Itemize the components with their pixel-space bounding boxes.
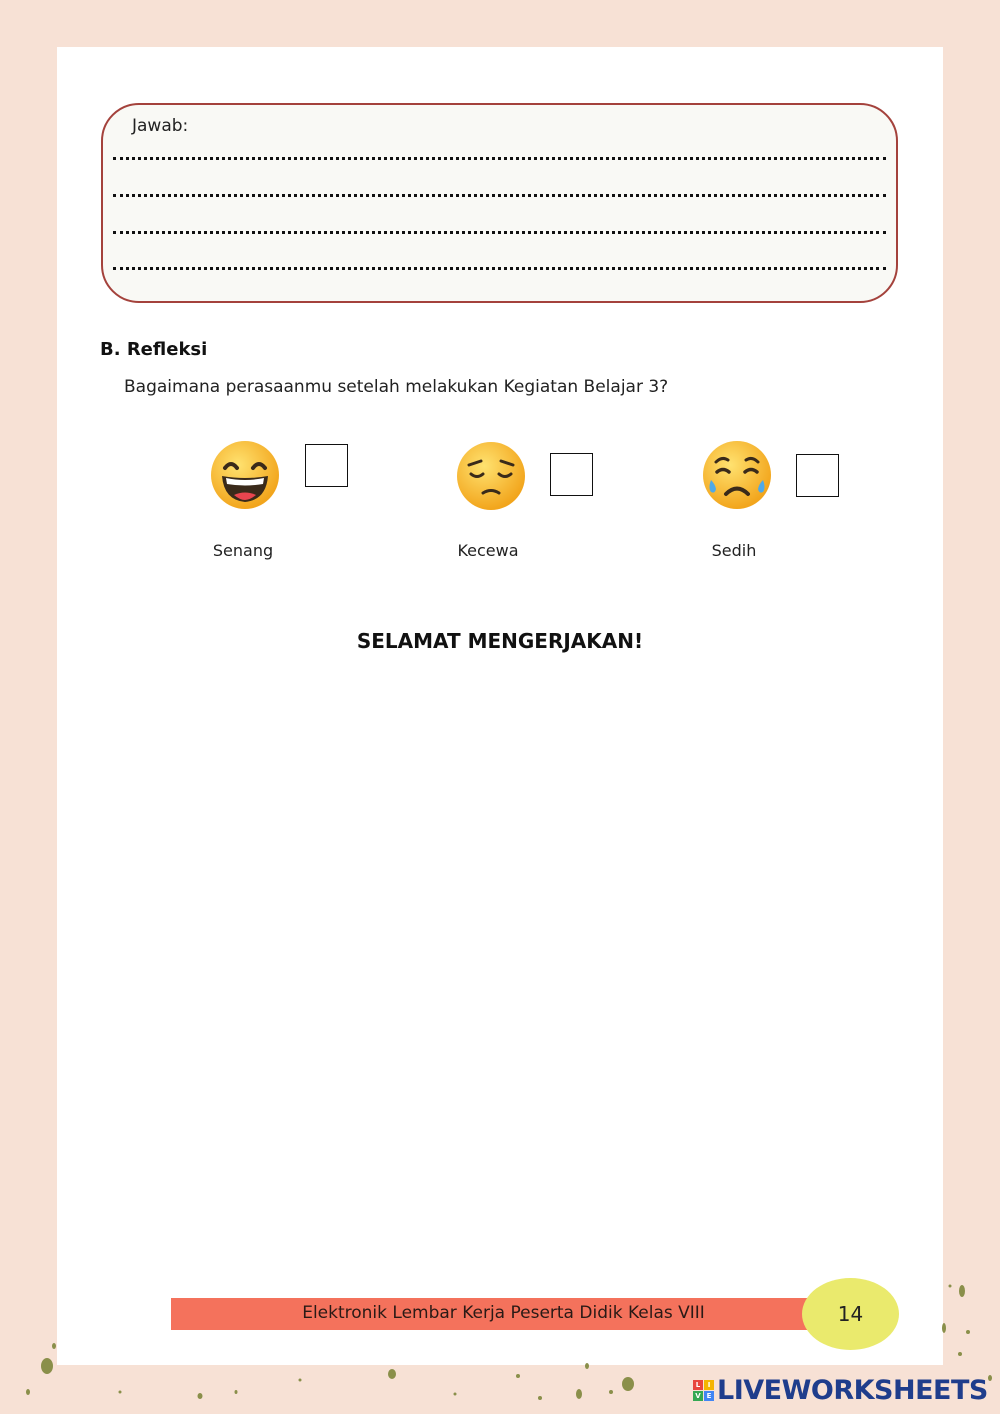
- liveworksheets-logo-icon: L I V E: [693, 1380, 714, 1401]
- crying-face-icon: [702, 440, 772, 510]
- liveworksheets-logo-text: LIVEWORKSHEETS: [717, 1374, 988, 1406]
- grinning-face-icon: [210, 440, 280, 510]
- page-number: 14: [837, 1302, 864, 1326]
- option-label-sedih: Sedih: [711, 541, 757, 560]
- footer-text: Elektronik Lembar Kerja Peserta Didik Kelas VIII: [302, 1303, 705, 1323]
- answer-line: [113, 231, 886, 234]
- option-label-senang: Senang: [212, 541, 274, 560]
- answer-box[interactable]: [101, 103, 898, 303]
- checkbox-sedih[interactable]: [796, 454, 839, 497]
- checkbox-kecewa[interactable]: [550, 453, 593, 496]
- pensive-face-icon: [456, 441, 526, 511]
- liveworksheets-logo: [693, 1374, 988, 1406]
- closing-message: SELAMAT MENGERJAKAN!: [356, 629, 644, 653]
- section-title-reflection: B. Refleksi: [100, 339, 208, 360]
- answer-label: Jawab:: [132, 116, 189, 136]
- answer-line: [113, 194, 886, 197]
- answer-line: [113, 157, 886, 160]
- page-number-badge: [802, 1278, 899, 1350]
- answer-line: [113, 267, 886, 270]
- checkbox-senang[interactable]: [305, 444, 348, 487]
- reflection-question: Bagaimana perasaanmu setelah melakukan Kegiatan Belajar 3?: [124, 377, 669, 397]
- option-label-kecewa: Kecewa: [457, 541, 519, 560]
